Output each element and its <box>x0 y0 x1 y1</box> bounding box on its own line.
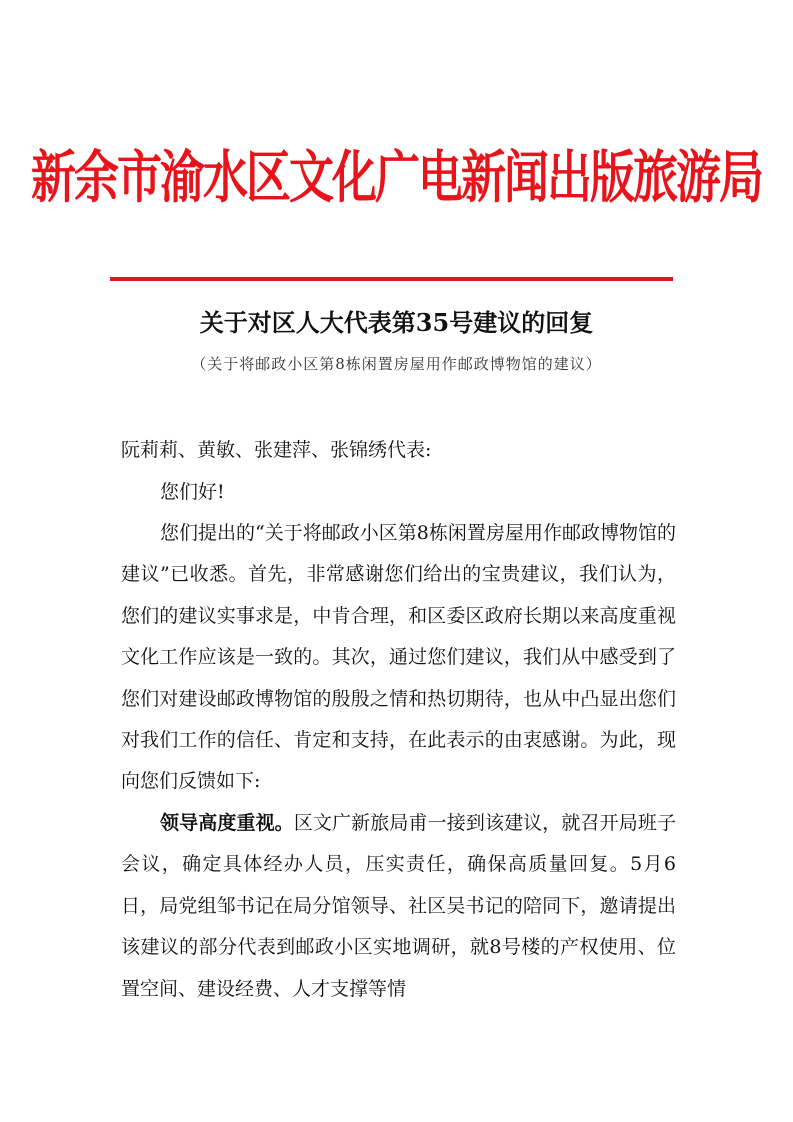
paragraph-2-body: 区文广新旅局甫一接到该建议，就召开局班子会议，确定具体经办人员，压实责任，确保高质量回复。5月6日，局党组邹书记在局分馆领导、社区吴书记的陪同下，邀请提出该建议的部分代表到邮政小区实地调研，就8号楼的产权使用、位置空间、建设经费、人才支撑等情 <box>121 812 676 1000</box>
salutation: 阮莉莉、黄敏、张建萍、张锦绣代表: <box>121 439 432 461</box>
org-header-title: 新余市渝水区文化广电新闻出版旅游局 <box>30 143 762 210</box>
body-paragraph-2 <box>121 803 676 1010</box>
document-title: 关于对区人大代表第35号建议的回复 <box>199 308 594 337</box>
paragraph-2-lead: 领导高度重视。 <box>160 812 294 834</box>
red-divider-line <box>110 277 673 281</box>
document-subtitle: （关于将邮政小区第8栋闲置房屋用作邮政博物馆的建议） <box>191 355 602 373</box>
greeting: 您们好! <box>160 481 225 503</box>
body-paragraph-1: 您们提出的“关于将邮政小区第8栋闲置房屋用作邮政博物馆的建议”已收悉。首先，非常感谢您们给出的宝贵建议，我们认为，您们的建议实事求是，中肯合理，和区委区政府长期以来高度重视文化工作应该是一致的。其次，通过您们建议，我们从中感受到了您们对建设邮政博物馆的殷殷之情和热切期待，也从中凸显出您们对我们工作的信任、肯定和支持，在此表示的由衷感谢。为此，现向您们反馈如下: <box>121 522 676 793</box>
